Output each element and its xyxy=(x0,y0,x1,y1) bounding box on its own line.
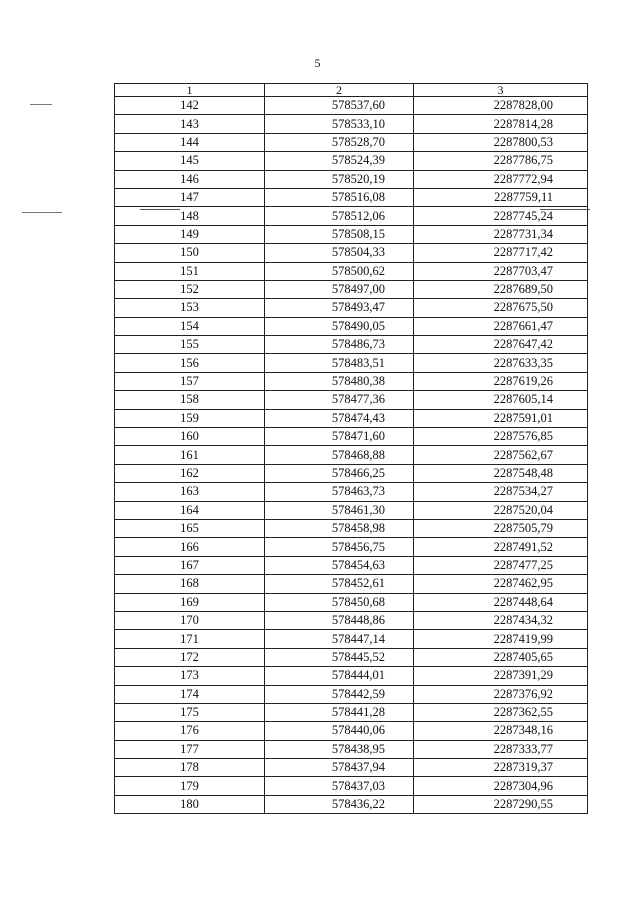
y-coordinate-cell: 2287759,11 xyxy=(414,188,588,206)
point-number-cell: 178 xyxy=(115,759,265,777)
point-number-cell: 157 xyxy=(115,372,265,390)
y-coordinate-cell: 2287462,95 xyxy=(414,575,588,593)
point-number-cell: 152 xyxy=(115,280,265,298)
x-coordinate-cell: 578440,06 xyxy=(265,722,414,740)
x-coordinate-cell: 578497,00 xyxy=(265,280,414,298)
y-coordinate-cell: 2287391,29 xyxy=(414,667,588,685)
x-coordinate-cell: 578463,73 xyxy=(265,483,414,501)
table-row xyxy=(115,759,588,777)
point-number-cell: 172 xyxy=(115,648,265,666)
table-row xyxy=(115,170,588,188)
table-row xyxy=(115,188,588,206)
x-coordinate-cell: 578480,38 xyxy=(265,372,414,390)
y-coordinate-cell: 2287304,96 xyxy=(414,777,588,795)
table-row xyxy=(115,501,588,519)
point-number-cell: 160 xyxy=(115,428,265,446)
table-row xyxy=(115,97,588,115)
table-row xyxy=(115,446,588,464)
y-coordinate-cell: 2287619,26 xyxy=(414,372,588,390)
table-row xyxy=(115,795,588,813)
x-coordinate-cell: 578533,10 xyxy=(265,115,414,133)
x-coordinate-cell: 578471,60 xyxy=(265,428,414,446)
y-coordinate-cell: 2287434,32 xyxy=(414,611,588,629)
x-coordinate-cell: 578537,60 xyxy=(265,97,414,115)
point-number-cell: 143 xyxy=(115,115,265,133)
x-coordinate-cell: 578504,33 xyxy=(265,244,414,262)
x-coordinate-cell: 578454,63 xyxy=(265,556,414,574)
table-row xyxy=(115,409,588,427)
y-coordinate-cell: 2287675,50 xyxy=(414,299,588,317)
point-number-cell: 164 xyxy=(115,501,265,519)
y-coordinate-cell: 2287647,42 xyxy=(414,336,588,354)
table-row xyxy=(115,667,588,685)
table-row xyxy=(115,354,588,372)
point-number-cell: 158 xyxy=(115,391,265,409)
point-number-cell: 149 xyxy=(115,225,265,243)
x-coordinate-cell: 578436,22 xyxy=(265,795,414,813)
table-row xyxy=(115,593,588,611)
table-row xyxy=(115,299,588,317)
point-number-cell: 171 xyxy=(115,630,265,648)
x-coordinate-cell: 578442,59 xyxy=(265,685,414,703)
point-number-cell: 156 xyxy=(115,354,265,372)
column-header: 2 xyxy=(265,84,414,97)
point-number-cell: 154 xyxy=(115,317,265,335)
x-coordinate-cell: 578447,14 xyxy=(265,630,414,648)
point-number-cell: 151 xyxy=(115,262,265,280)
x-coordinate-cell: 578452,61 xyxy=(265,575,414,593)
point-number-cell: 145 xyxy=(115,152,265,170)
point-number-cell: 173 xyxy=(115,667,265,685)
y-coordinate-cell: 2287333,77 xyxy=(414,740,588,758)
table-row xyxy=(115,336,588,354)
table-row xyxy=(115,575,588,593)
y-coordinate-cell: 2287290,55 xyxy=(414,795,588,813)
y-coordinate-cell: 2287376,92 xyxy=(414,685,588,703)
x-coordinate-cell: 578486,73 xyxy=(265,336,414,354)
table-row xyxy=(115,519,588,537)
y-coordinate-cell: 2287576,85 xyxy=(414,428,588,446)
table-row xyxy=(115,777,588,795)
y-coordinate-cell: 2287591,01 xyxy=(414,409,588,427)
scan-artifact xyxy=(22,212,62,213)
table-row xyxy=(115,538,588,556)
x-coordinate-cell: 578466,25 xyxy=(265,464,414,482)
table-row xyxy=(115,372,588,390)
x-coordinate-cell: 578458,98 xyxy=(265,519,414,537)
x-coordinate-cell: 578508,15 xyxy=(265,225,414,243)
table-row xyxy=(115,483,588,501)
x-coordinate-cell: 578493,47 xyxy=(265,299,414,317)
y-coordinate-cell: 2287562,67 xyxy=(414,446,588,464)
point-number-cell: 161 xyxy=(115,446,265,464)
x-coordinate-cell: 578456,75 xyxy=(265,538,414,556)
y-coordinate-cell: 2287448,64 xyxy=(414,593,588,611)
point-number-cell: 167 xyxy=(115,556,265,574)
y-coordinate-cell: 2287405,65 xyxy=(414,648,588,666)
table-row xyxy=(115,207,588,225)
y-coordinate-cell: 2287814,28 xyxy=(414,115,588,133)
x-coordinate-cell: 578516,08 xyxy=(265,188,414,206)
x-coordinate-cell: 578450,68 xyxy=(265,593,414,611)
table-header-row xyxy=(115,84,588,97)
point-number-cell: 155 xyxy=(115,336,265,354)
table-row xyxy=(115,317,588,335)
table-row xyxy=(115,115,588,133)
x-coordinate-cell: 578490,05 xyxy=(265,317,414,335)
y-coordinate-cell: 2287689,50 xyxy=(414,280,588,298)
point-number-cell: 170 xyxy=(115,611,265,629)
x-coordinate-cell: 578441,28 xyxy=(265,703,414,721)
y-coordinate-cell: 2287362,55 xyxy=(414,703,588,721)
point-number-cell: 175 xyxy=(115,703,265,721)
y-coordinate-cell: 2287605,14 xyxy=(414,391,588,409)
point-number-cell: 163 xyxy=(115,483,265,501)
table-row xyxy=(115,225,588,243)
table-row xyxy=(115,611,588,629)
column-header: 1 xyxy=(115,84,265,97)
point-number-cell: 169 xyxy=(115,593,265,611)
y-coordinate-cell: 2287548,48 xyxy=(414,464,588,482)
point-number-cell: 146 xyxy=(115,170,265,188)
y-coordinate-cell: 2287520,04 xyxy=(414,501,588,519)
table-row xyxy=(115,244,588,262)
table-row xyxy=(115,391,588,409)
page-number: 5 xyxy=(314,56,321,70)
x-coordinate-cell: 578528,70 xyxy=(265,133,414,151)
table-row xyxy=(115,152,588,170)
table-row xyxy=(115,703,588,721)
table-row xyxy=(115,464,588,482)
point-number-cell: 153 xyxy=(115,299,265,317)
coordinates-table xyxy=(114,83,588,814)
x-coordinate-cell: 578437,03 xyxy=(265,777,414,795)
x-coordinate-cell: 578437,94 xyxy=(265,759,414,777)
x-coordinate-cell: 578444,01 xyxy=(265,667,414,685)
table-row xyxy=(115,556,588,574)
y-coordinate-cell: 2287661,47 xyxy=(414,317,588,335)
y-coordinate-cell: 2287745,24 xyxy=(414,207,588,225)
point-number-cell: 142 xyxy=(115,97,265,115)
x-coordinate-cell: 578445,52 xyxy=(265,648,414,666)
point-number-cell: 147 xyxy=(115,188,265,206)
point-number-cell: 174 xyxy=(115,685,265,703)
point-number-cell: 159 xyxy=(115,409,265,427)
point-number-cell: 162 xyxy=(115,464,265,482)
point-number-cell: 148 xyxy=(115,207,265,225)
y-coordinate-cell: 2287717,42 xyxy=(414,244,588,262)
y-coordinate-cell: 2287477,25 xyxy=(414,556,588,574)
table-row xyxy=(115,630,588,648)
x-coordinate-cell: 578524,39 xyxy=(265,152,414,170)
table-row xyxy=(115,685,588,703)
table-row xyxy=(115,262,588,280)
x-coordinate-cell: 578461,30 xyxy=(265,501,414,519)
y-coordinate-cell: 2287703,47 xyxy=(414,262,588,280)
y-coordinate-cell: 2287786,75 xyxy=(414,152,588,170)
y-coordinate-cell: 2287731,34 xyxy=(414,225,588,243)
x-coordinate-cell: 578477,36 xyxy=(265,391,414,409)
point-number-cell: 179 xyxy=(115,777,265,795)
y-coordinate-cell: 2287534,27 xyxy=(414,483,588,501)
y-coordinate-cell: 2287800,53 xyxy=(414,133,588,151)
table-row xyxy=(115,280,588,298)
y-coordinate-cell: 2287491,52 xyxy=(414,538,588,556)
point-number-cell: 168 xyxy=(115,575,265,593)
y-coordinate-cell: 2287348,16 xyxy=(414,722,588,740)
x-coordinate-cell: 578520,19 xyxy=(265,170,414,188)
table-row xyxy=(115,722,588,740)
point-number-cell: 177 xyxy=(115,740,265,758)
table-row xyxy=(115,648,588,666)
x-coordinate-cell: 578468,88 xyxy=(265,446,414,464)
y-coordinate-cell: 2287505,79 xyxy=(414,519,588,537)
y-coordinate-cell: 2287319,37 xyxy=(414,759,588,777)
y-coordinate-cell: 2287772,94 xyxy=(414,170,588,188)
x-coordinate-cell: 578438,95 xyxy=(265,740,414,758)
table-row xyxy=(115,428,588,446)
point-number-cell: 144 xyxy=(115,133,265,151)
x-coordinate-cell: 578474,43 xyxy=(265,409,414,427)
point-number-cell: 166 xyxy=(115,538,265,556)
x-coordinate-cell: 578448,86 xyxy=(265,611,414,629)
y-coordinate-cell: 2287633,35 xyxy=(414,354,588,372)
point-number-cell: 165 xyxy=(115,519,265,537)
table-row xyxy=(115,740,588,758)
point-number-cell: 180 xyxy=(115,795,265,813)
scan-artifact xyxy=(30,104,52,105)
y-coordinate-cell: 2287419,99 xyxy=(414,630,588,648)
y-coordinate-cell: 2287828,00 xyxy=(414,97,588,115)
point-number-cell: 176 xyxy=(115,722,265,740)
point-number-cell: 150 xyxy=(115,244,265,262)
column-header: 3 xyxy=(414,84,588,97)
x-coordinate-cell: 578483,51 xyxy=(265,354,414,372)
x-coordinate-cell: 578500,62 xyxy=(265,262,414,280)
table-row xyxy=(115,133,588,151)
x-coordinate-cell: 578512,06 xyxy=(265,207,414,225)
